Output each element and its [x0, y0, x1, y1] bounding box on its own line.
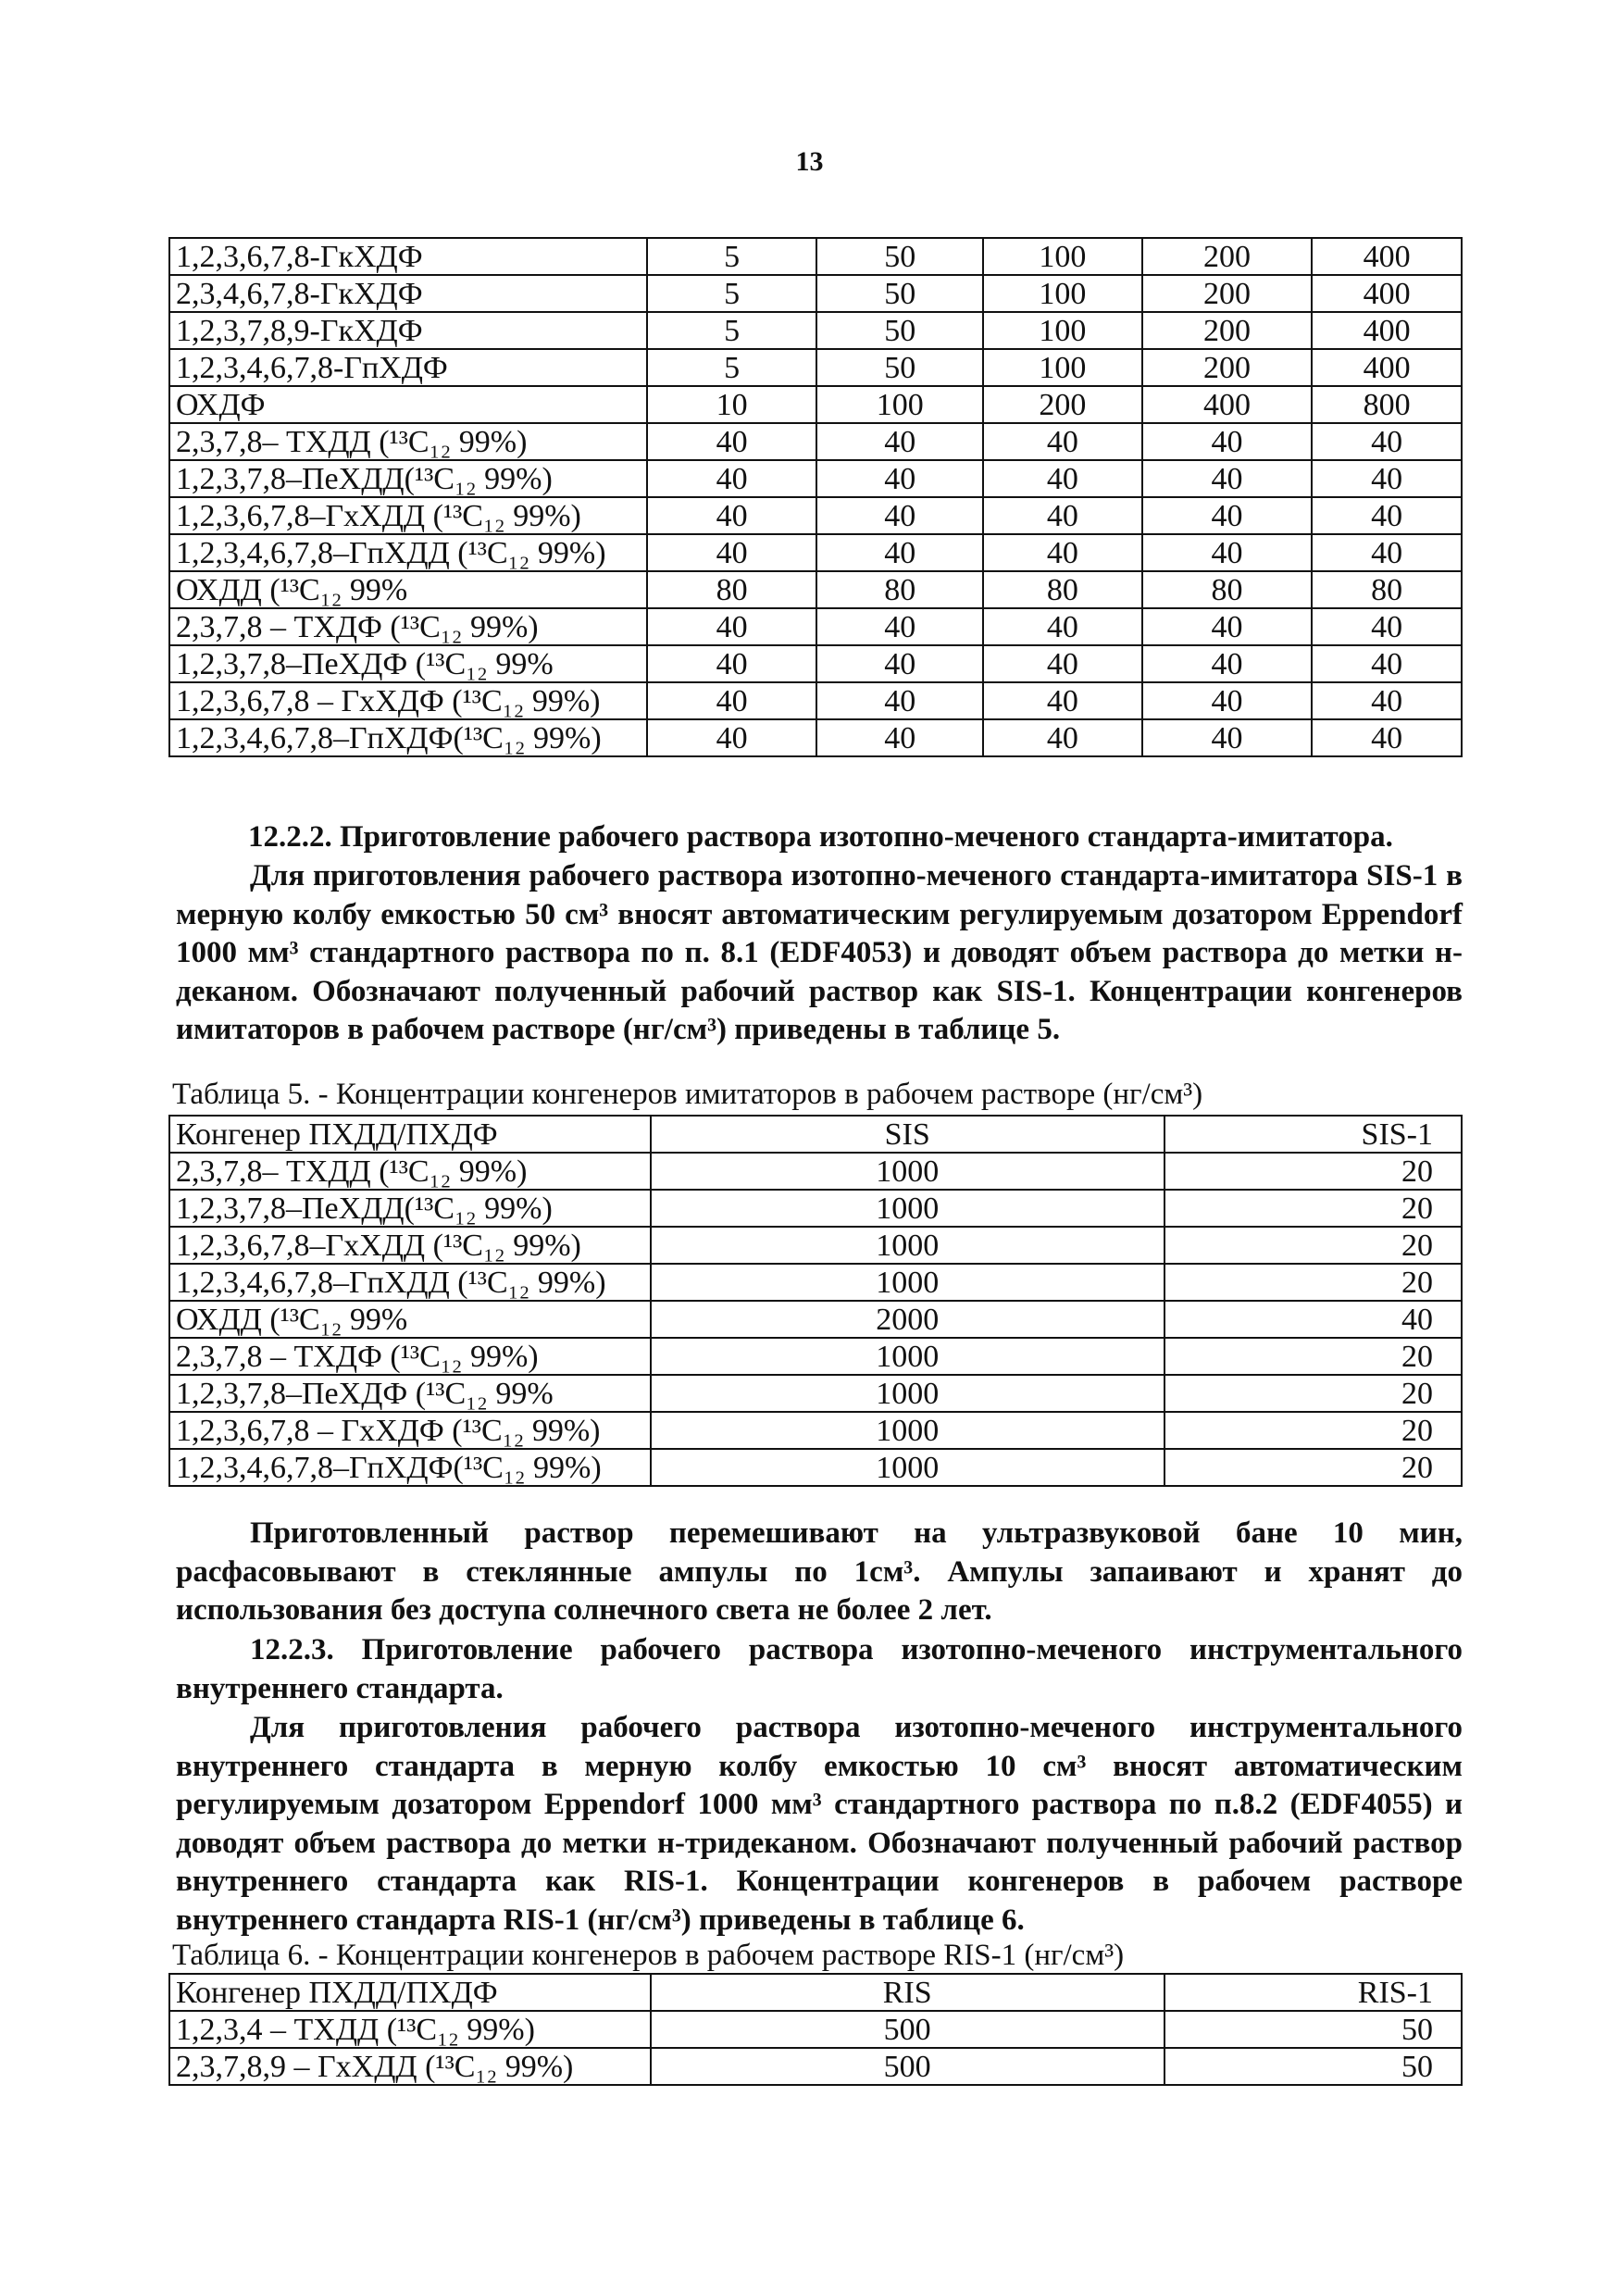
congener-cell: 1,2,3,7,8–ПеХДФ (¹³C₁₂ 99% [169, 645, 647, 682]
table-row [169, 349, 1462, 386]
table-row [169, 2011, 1462, 2048]
value-cell: 40 [1142, 534, 1313, 571]
value-cell: 5 [647, 238, 817, 275]
value-cell: 40 [647, 534, 817, 571]
congener-cell: 1,2,3,7,8–ПеХДД(¹³C₁₂ 99%) [169, 460, 647, 497]
value-cell: 80 [983, 571, 1142, 608]
table-row [169, 460, 1462, 497]
value-cell: 20 [1164, 1153, 1462, 1190]
value-cell: 1000 [651, 1227, 1164, 1264]
value-cell: 40 [816, 497, 983, 534]
value-cell: 40 [1312, 682, 1462, 719]
table-row [169, 312, 1462, 349]
value-cell: 1000 [651, 1153, 1164, 1190]
value-cell: 400 [1312, 349, 1462, 386]
value-cell: 40 [1312, 534, 1462, 571]
value-cell: 200 [983, 386, 1142, 423]
table-row [169, 1412, 1462, 1449]
value-cell: 20 [1164, 1264, 1462, 1301]
value-cell: 40 [816, 719, 983, 756]
value-cell: 2000 [651, 1301, 1164, 1338]
value-cell: 40 [1312, 719, 1462, 756]
table-row [169, 645, 1462, 682]
congener-cell: 2,3,7,8 – ТХДФ (¹³C₁₂ 99%) [169, 1338, 651, 1375]
value-cell: 100 [983, 312, 1142, 349]
value-cell: 40 [647, 645, 817, 682]
table-header-cell: Конгенер ПХДД/ПХДФ [169, 1974, 651, 2011]
value-cell: 40 [983, 608, 1142, 645]
value-cell: 200 [1142, 349, 1313, 386]
value-cell: 40 [647, 497, 817, 534]
value-cell: 40 [647, 719, 817, 756]
table-row [169, 2048, 1462, 2085]
value-cell: 5 [647, 312, 817, 349]
value-cell: 40 [1312, 423, 1462, 460]
value-cell: 40 [647, 682, 817, 719]
table5-caption: Таблица 5. - Концентрации конгенеров имитаторов в рабочем растворе (нг/см³) [172, 1078, 1203, 1111]
table5 [168, 1115, 1463, 1487]
value-cell: 20 [1164, 1449, 1462, 1486]
value-cell: 40 [647, 460, 817, 497]
page-number: 13 [795, 146, 824, 177]
value-cell: 50 [816, 349, 983, 386]
value-cell: 1000 [651, 1375, 1164, 1412]
congener-cell: 2,3,7,8 – ТХДФ (¹³C₁₂ 99%) [169, 608, 647, 645]
value-cell: 80 [647, 571, 817, 608]
table-row [169, 238, 1462, 275]
table-header-cell: Конгенер ПХДД/ПХДФ [169, 1116, 651, 1153]
concentration-table-continued [168, 237, 1463, 757]
value-cell: 40 [816, 608, 983, 645]
congener-cell: 1,2,3,6,7,8–ГхХДД (¹³C₁₂ 99%) [169, 497, 647, 534]
value-cell: 40 [1142, 423, 1313, 460]
value-cell: 40 [816, 534, 983, 571]
congener-cell: 1,2,3,6,7,8–ГхХДД (¹³C₁₂ 99%) [169, 1227, 651, 1264]
value-cell: 1000 [651, 1412, 1164, 1449]
value-cell: 1000 [651, 1190, 1164, 1227]
value-cell: 40 [1312, 497, 1462, 534]
value-cell: 40 [816, 682, 983, 719]
value-cell: 40 [647, 423, 817, 460]
table-row [169, 1375, 1462, 1412]
value-cell: 400 [1312, 238, 1462, 275]
table-row [169, 1190, 1462, 1227]
congener-cell: ОХДФ [169, 386, 647, 423]
section-12-2-3-heading: 12.2.3. Приготовление рабочего раствора изотопно-меченого инструментального внутреннего стандарта. [176, 1633, 1463, 1705]
table-row [169, 1153, 1462, 1190]
table6 [168, 1973, 1463, 2086]
after-table5-text: Приготовленный раствор перемешивают на ультразвуковой бане 10 мин, расфасовывают в стеклянные ампулы по 1см³. Ампулы запаивают и хранят до использования без доступа солнечного света не более 2 лет. [176, 1516, 1463, 1627]
value-cell: 40 [1312, 645, 1462, 682]
value-cell: 80 [816, 571, 983, 608]
value-cell: 40 [1312, 460, 1462, 497]
value-cell: 20 [1164, 1375, 1462, 1412]
congener-cell: 2,3,7,8– ТХДД (¹³C₁₂ 99%) [169, 423, 647, 460]
value-cell: 40 [983, 682, 1142, 719]
table-row [169, 423, 1462, 460]
section-12-2-3-body: Для приготовления рабочего раствора изотопно-меченого инструментального внутреннего стандарта в мерную колбу емкостью 10 см³ вносят автоматическим регулируемым дозатором Eppendorf 1000 мм³ стандартного раствора по п.8.2 (EDF4055) и доводят объем раствора до метки н-тридеканом. Обозначают полученный рабочий раствор внутреннего стандарта как RIS-1. Концентрации конгенеров в рабочем растворе внутреннего стандарта RIS-1 (нг/см³) приведены в таблице 6. [176, 1711, 1463, 1937]
table-row [169, 386, 1462, 423]
table-row [169, 1301, 1462, 1338]
value-cell: 40 [1312, 608, 1462, 645]
value-cell: 1000 [651, 1338, 1164, 1375]
congener-cell: 1,2,3,4,6,7,8–ГпХДД (¹³C₁₂ 99%) [169, 534, 647, 571]
value-cell: 50 [1164, 2011, 1462, 2048]
table-row [169, 571, 1462, 608]
congener-cell: 2,3,7,8,9 – ГхХДД (¹³C₁₂ 99%) [169, 2048, 651, 2085]
value-cell: 50 [816, 275, 983, 312]
value-cell: 40 [1164, 1301, 1462, 1338]
congener-cell: ОХДД (¹³C₁₂ 99% [169, 1301, 651, 1338]
table-row [169, 1449, 1462, 1486]
value-cell: 100 [983, 349, 1142, 386]
value-cell: 20 [1164, 1190, 1462, 1227]
value-cell: 40 [1142, 645, 1313, 682]
value-cell: 200 [1142, 275, 1313, 312]
value-cell: 40 [1142, 682, 1313, 719]
section-12-2-2-body: Для приготовления рабочего раствора изотопно-меченого стандарта-имитатора SIS-1 в мерную колбу емкостью 50 см³ вносят автоматическим регулируемым дозатором Eppendorf 1000 мм³ стандартного раствора по п. 8.1 (EDF4053) и доводят объем раствора до метки н-деканом. Обозначают полученный рабочий раствор как SIS-1. Концентрации конгенеров имитаторов в рабочем растворе (нг/см³) приведены в таблице 5. [176, 859, 1463, 1046]
value-cell: 40 [1142, 608, 1313, 645]
value-cell: 100 [983, 275, 1142, 312]
value-cell: 5 [647, 349, 817, 386]
congener-cell: 1,2,3,6,7,8-ГкХДФ [169, 238, 647, 275]
value-cell: 800 [1312, 386, 1462, 423]
value-cell: 80 [1142, 571, 1313, 608]
congener-cell: 1,2,3,4,6,7,8-ГпХДФ [169, 349, 647, 386]
congener-cell: ОХДД (¹³C₁₂ 99% [169, 571, 647, 608]
value-cell: 40 [983, 460, 1142, 497]
value-cell: 1000 [651, 1264, 1164, 1301]
section-12-2-2-heading: 12.2.2. Приготовление рабочего раствора изотопно-меченого стандарта-имитатора. [248, 820, 1393, 854]
congener-cell: 2,3,7,8– ТХДД (¹³C₁₂ 99%) [169, 1153, 651, 1190]
value-cell: 40 [983, 534, 1142, 571]
value-cell: 200 [1142, 238, 1313, 275]
congener-cell: 1,2,3,4,6,7,8–ГпХДФ(¹³C₁₂ 99%) [169, 1449, 651, 1486]
value-cell: 40 [983, 645, 1142, 682]
value-cell: 40 [983, 497, 1142, 534]
value-cell: 100 [983, 238, 1142, 275]
value-cell: 40 [983, 423, 1142, 460]
value-cell: 40 [816, 460, 983, 497]
congener-cell: 1,2,3,4 – ТХДД (¹³C₁₂ 99%) [169, 2011, 651, 2048]
table-header-cell: SIS-1 [1164, 1116, 1462, 1153]
value-cell: 20 [1164, 1227, 1462, 1264]
value-cell: 1000 [651, 1449, 1164, 1486]
value-cell: 40 [1142, 497, 1313, 534]
congener-cell: 1,2,3,7,8–ПеХДД(¹³C₁₂ 99%) [169, 1190, 651, 1227]
value-cell: 200 [1142, 312, 1313, 349]
value-cell: 20 [1164, 1412, 1462, 1449]
value-cell: 500 [651, 2011, 1164, 2048]
value-cell: 100 [816, 386, 983, 423]
table-row [169, 1338, 1462, 1375]
value-cell: 40 [983, 719, 1142, 756]
table-row [169, 497, 1462, 534]
table-row [169, 608, 1462, 645]
value-cell: 500 [651, 2048, 1164, 2085]
table-row [169, 1264, 1462, 1301]
congener-cell: 1,2,3,6,7,8 – ГхХДФ (¹³C₁₂ 99%) [169, 682, 647, 719]
table-header-row [169, 1974, 1462, 2011]
table-header-cell: RIS-1 [1164, 1974, 1462, 2011]
table-row [169, 1227, 1462, 1264]
value-cell: 40 [647, 608, 817, 645]
value-cell: 40 [816, 645, 983, 682]
table-header-cell: RIS [651, 1974, 1164, 2011]
table-header-row [169, 1116, 1462, 1153]
table-row [169, 275, 1462, 312]
value-cell: 40 [1142, 719, 1313, 756]
value-cell: 5 [647, 275, 817, 312]
value-cell: 40 [816, 423, 983, 460]
table-header-cell: SIS [651, 1116, 1164, 1153]
congener-cell: 1,2,3,4,6,7,8–ГпХДД (¹³C₁₂ 99%) [169, 1264, 651, 1301]
table-row [169, 534, 1462, 571]
value-cell: 400 [1142, 386, 1313, 423]
value-cell: 50 [816, 312, 983, 349]
table-row [169, 682, 1462, 719]
value-cell: 400 [1312, 312, 1462, 349]
value-cell: 400 [1312, 275, 1462, 312]
value-cell: 10 [647, 386, 817, 423]
congener-cell: 1,2,3,7,8–ПеХДФ (¹³C₁₂ 99% [169, 1375, 651, 1412]
value-cell: 40 [1142, 460, 1313, 497]
congener-cell: 1,2,3,4,6,7,8–ГпХДФ(¹³C₁₂ 99%) [169, 719, 647, 756]
value-cell: 20 [1164, 1338, 1462, 1375]
value-cell: 80 [1312, 571, 1462, 608]
congener-cell: 2,3,4,6,7,8-ГкХДФ [169, 275, 647, 312]
value-cell: 50 [1164, 2048, 1462, 2085]
congener-cell: 1,2,3,7,8,9-ГкХДФ [169, 312, 647, 349]
value-cell: 50 [816, 238, 983, 275]
table6-caption: Таблица 6. - Концентрации конгенеров в рабочем растворе RIS-1 (нг/см³) [172, 1939, 1125, 1972]
congener-cell: 1,2,3,6,7,8 – ГхХДФ (¹³C₁₂ 99%) [169, 1412, 651, 1449]
table-row [169, 719, 1462, 756]
